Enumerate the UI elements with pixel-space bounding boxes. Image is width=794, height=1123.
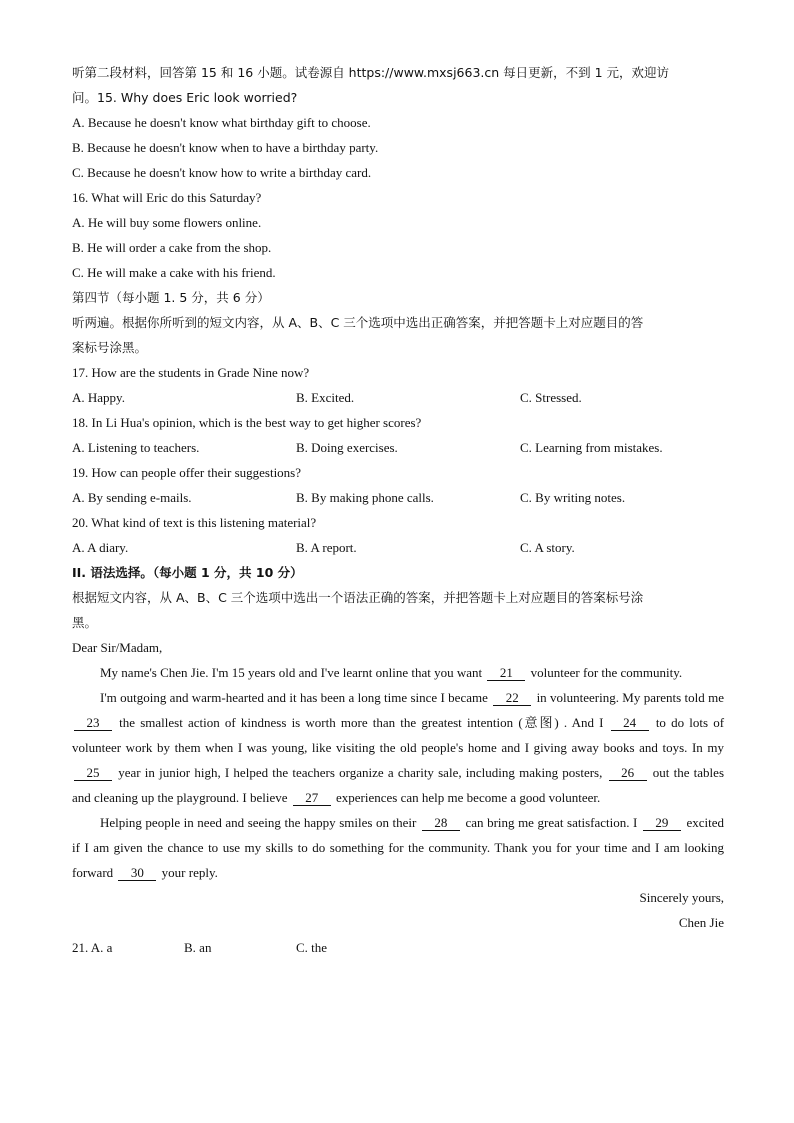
q15-option-b: B. Because he doesn't know when to have a birthday party.: [72, 140, 379, 155]
q18-options: [72, 435, 724, 460]
q17-options: [72, 385, 724, 410]
q16-option-b: B. He will order a cake from the shop.: [72, 240, 272, 255]
q16-option-a: A. He will buy some flowers online.: [72, 215, 262, 230]
letter-text: out the tables and cleaning up the playground. I believe: [72, 765, 724, 805]
q18-option-c: C. Learning from mistakes.: [520, 440, 663, 455]
letter-text: volunteer for the community.: [530, 665, 683, 680]
letter-paragraph-2: [72, 685, 724, 810]
letter-text: in volunteering. My parents told me: [536, 690, 725, 705]
q20-option-b: B. A report.: [296, 540, 357, 555]
blank-30: 30: [118, 866, 156, 881]
q21-option-b: B. an: [184, 940, 212, 955]
q15-option-a: A. Because he doesn't know what birthday gift to choose.: [72, 115, 371, 130]
letter-text: the smallest action of kindness is worth more than the greatest intention (意图) . And I: [119, 715, 604, 730]
letter-text: can bring me great satisfaction. I: [465, 815, 638, 830]
letter-closing: Sincerely yours,: [639, 890, 724, 905]
blank-21: 21: [487, 666, 525, 681]
blank-24: 24: [611, 716, 649, 731]
letter-paragraph-3: [72, 810, 724, 885]
exam-page: [72, 60, 724, 960]
q17-option-a: A. Happy.: [72, 390, 125, 405]
blank-25: 25: [74, 766, 112, 781]
question-19-stem: 19. How can people offer their suggestions?: [72, 465, 302, 480]
question-18-stem: 18. In Li Hua's opinion, which is the best way to get higher scores?: [72, 415, 422, 430]
letter-text: to do lots of volunteer work by them when I was young, like visiting the old people's home and I giving away books and toys. In my: [72, 715, 725, 755]
q16-option-c: C. He will make a cake with his friend.: [72, 265, 276, 280]
section-4-instruction-cont: 案标号涂黑。: [72, 340, 148, 355]
q18-option-b: B. Doing exercises.: [296, 440, 398, 455]
q19-option-c: C. By writing notes.: [520, 490, 626, 505]
q21-options: [72, 935, 724, 960]
section-4-instruction: 听两遍。根据你所听到的短文内容，从 A、B、C 三个选项中选出正确答案，并把答题卡上对应题目的答: [72, 315, 644, 330]
blank-29: 29: [643, 816, 681, 831]
blank-26: 26: [609, 766, 647, 781]
question-15-stem: 问。15. Why does Eric look worried?: [72, 90, 298, 105]
q19-option-b: B. By making phone calls.: [296, 490, 434, 505]
section-intro-line: 听第二段材料，回答第 15 和 16 小题。试卷源自 https://www.mxsj663.cn 每日更新，不到 1 元，欢迎访: [72, 65, 670, 80]
letter-signature: Chen Jie: [678, 915, 724, 930]
question-17-stem: 17. How are the students in Grade Nine now?: [72, 365, 310, 380]
q20-option-c: C. A story.: [520, 540, 575, 555]
letter-text: My name's Chen Jie. I'm 15 years old and I've learnt online that you want: [100, 665, 483, 680]
letter-text: your reply.: [161, 865, 218, 880]
letter-text: excited if I am given the chance to use my skills to do something for the community. Thank you for your time and I am looking forward: [72, 815, 725, 880]
letter-text: experiences can help me become a good volunteer.: [336, 790, 601, 805]
letter-text: year in junior high, I helped the teachers organize a charity sale, including making posters,: [118, 765, 603, 780]
q20-option-a: A. A diary.: [72, 540, 129, 555]
grammar-instruction-cont: 黑。: [72, 615, 98, 630]
q18-option-a: A. Listening to teachers.: [72, 440, 200, 455]
grammar-section-title: II. 语法选择。（每小题 1 分，共 10 分）: [72, 565, 303, 580]
grammar-instruction: 根据短文内容，从 A、B、C 三个选项中选出一个语法正确的答案，并把答题卡上对应题目的答案标号涂: [72, 590, 644, 605]
letter-paragraph-1: [72, 660, 724, 685]
q17-option-b: B. Excited.: [296, 390, 355, 405]
q19-option-a: A. By sending e-mails.: [72, 490, 192, 505]
letter-text: I'm outgoing and warm-hearted and it has been a long time since I became: [100, 690, 488, 705]
q21-option-a: 21. A. a: [72, 940, 113, 955]
blank-27: 27: [293, 791, 331, 806]
section-4-title: 第四节（每小题 1. 5 分，共 6 分）: [72, 290, 270, 305]
blank-22: 22: [493, 691, 531, 706]
letter-greeting: Dear Sir/Madam,: [72, 640, 163, 655]
blank-28: 28: [422, 816, 460, 831]
q17-option-c: C. Stressed.: [520, 390, 582, 405]
q15-option-c: C. Because he doesn't know how to write a birthday card.: [72, 165, 372, 180]
letter-text: Helping people in need and seeing the happy smiles on their: [100, 815, 417, 830]
q20-options: [72, 535, 724, 560]
question-20-stem: 20. What kind of text is this listening material?: [72, 515, 317, 530]
blank-23: 23: [74, 716, 112, 731]
question-16-stem: 16. What will Eric do this Saturday?: [72, 190, 262, 205]
q19-options: [72, 485, 724, 510]
q21-option-c: C. the: [296, 940, 328, 955]
